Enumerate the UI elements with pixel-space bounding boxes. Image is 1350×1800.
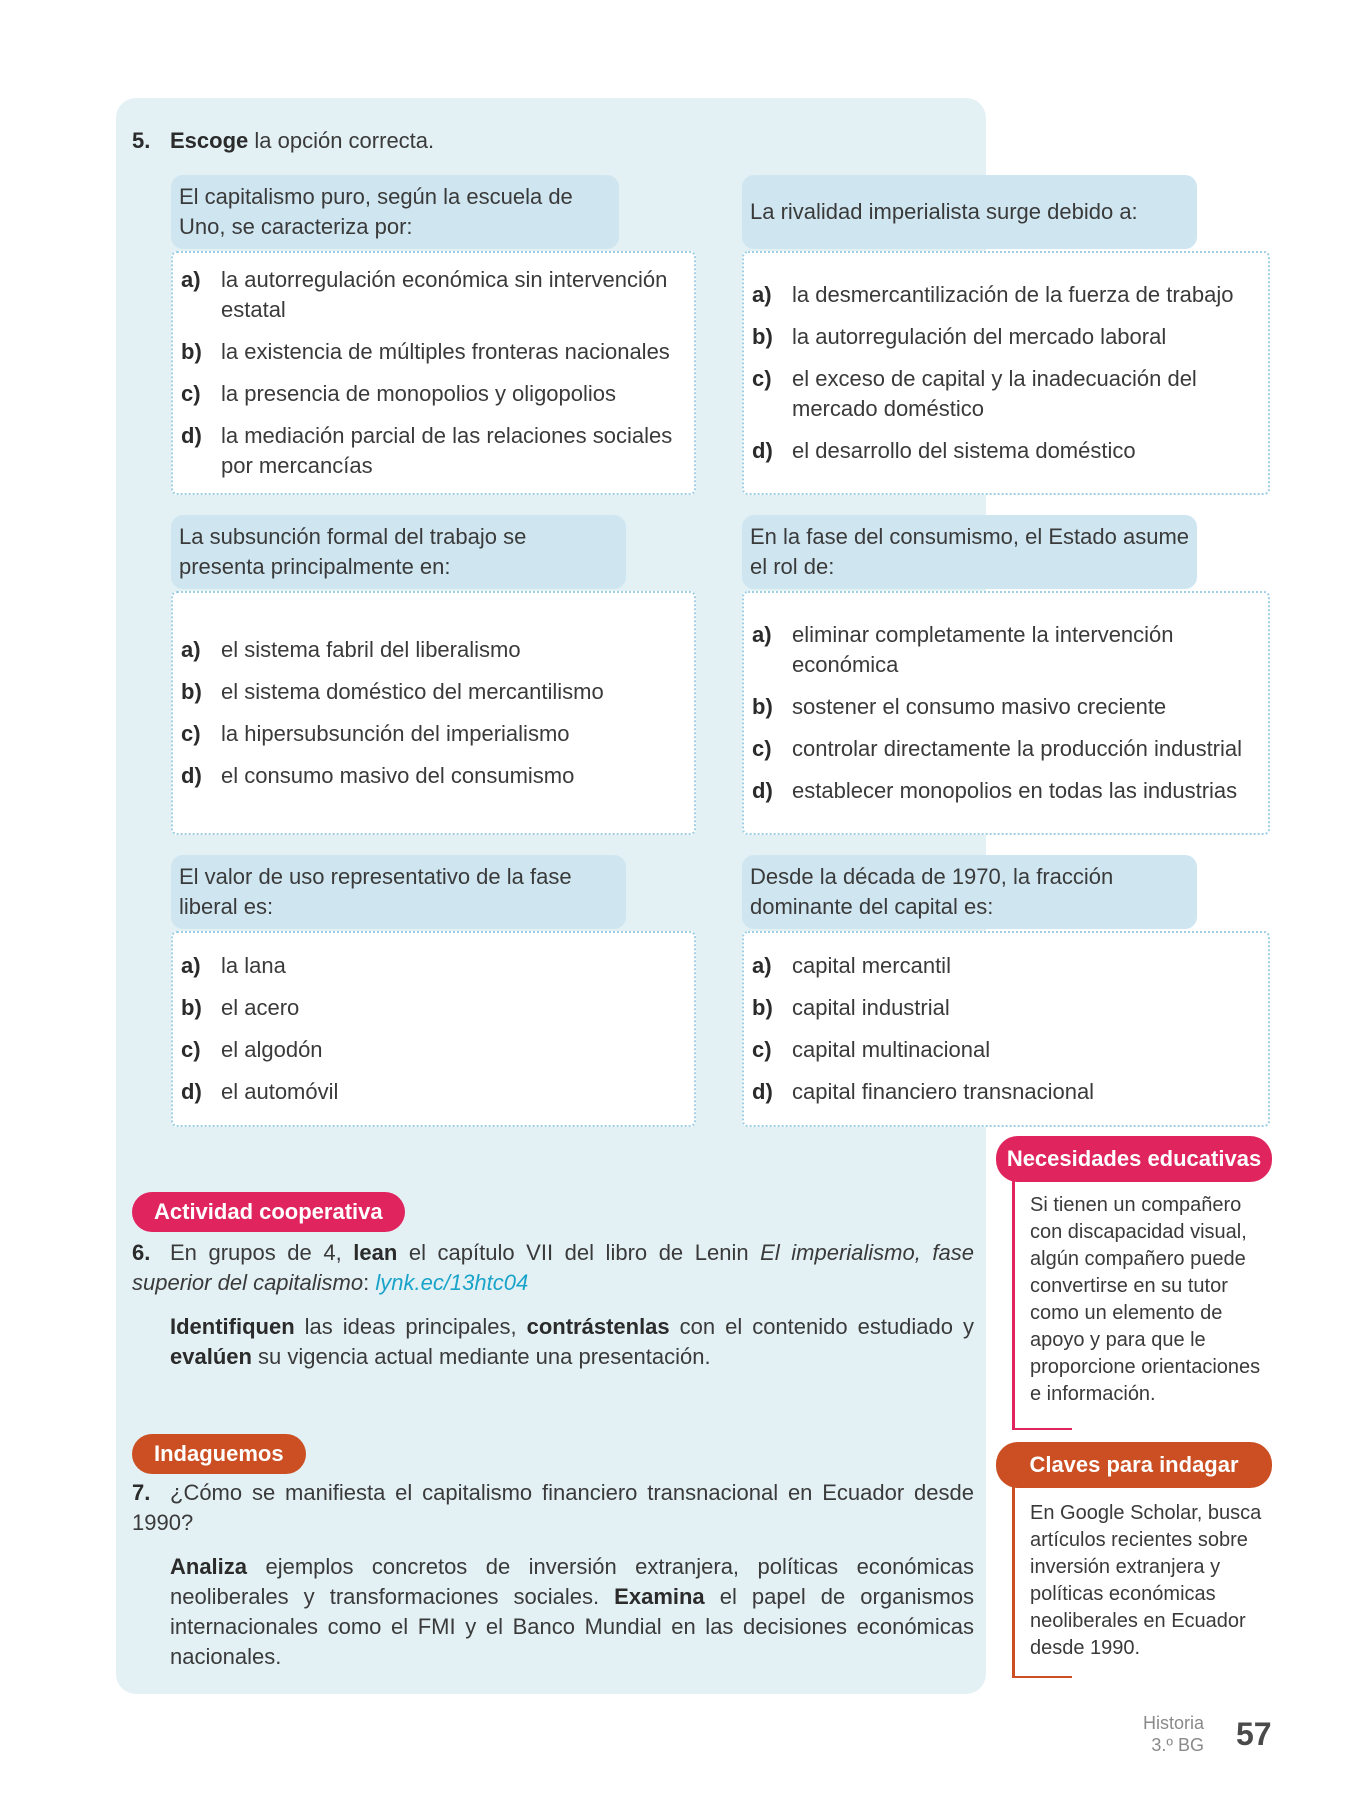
research-tips-rule-foot [1012, 1676, 1072, 1678]
option-a[interactable]: a) eliminar completamente la intervención económica [752, 622, 1174, 677]
question-6-paragraph-2: Identifiquen las ideas principales, contrástenlas con el contenido estudiado y evalúen su vigencia actual mediante una presentación. [170, 1314, 974, 1369]
item-4-stem: En la fase del consumismo, el Estado asume el rol de: [742, 515, 1197, 589]
research-tips-text: En Google Scholar, busca artículos recientes sobre inversión extranjera y políticas económicas neoliberales en Ecuador desde 1990. [1030, 1502, 1262, 1659]
option-b[interactable]: b) capital industrial [752, 995, 950, 1020]
item-5-stem: El valor de uso representativo de la fase liberal es: [171, 855, 626, 929]
option-c[interactable]: c) el exceso de capital y la inadecuación del mercado doméstico [752, 366, 1197, 421]
page-number: 57 [1236, 1716, 1272, 1752]
question-text: la opción correcta. [248, 128, 435, 153]
cooperative-activity-badge: Actividad cooperativa [132, 1192, 405, 1232]
option-b[interactable]: b) la autorregulación del mercado laboral [752, 324, 1167, 349]
special-needs-text: Si tienen un compañero con discapacidad visual, algún compañero puede convertirse en su tutor como un elemento de apoyo y para que le proporcione orientaciones e información. [1030, 1194, 1261, 1405]
option-c[interactable]: c) la hipersubsunción del imperialismo [181, 721, 570, 746]
item-1-options [171, 251, 696, 495]
option-b[interactable]: b) el acero [181, 995, 300, 1020]
option-d[interactable]: d) el consumo masivo del consumismo [181, 763, 575, 788]
option-a[interactable]: a) la lana [181, 953, 286, 978]
question-7-paragraph-1: 7. ¿Cómo se manifiesta el capitalismo financiero transnacional en Ecuador desde 1990? [132, 1480, 974, 1535]
footer-grade: 3.º BG [1151, 1735, 1204, 1755]
option-a[interactable]: a) la desmercantilización de la fuerza de trabajo [752, 282, 1234, 307]
item-2-stem: La rivalidad imperialista surge debido a: [742, 175, 1197, 249]
question-number: 5. [132, 128, 151, 153]
option-b[interactable]: b) sostener el consumo masivo creciente [752, 694, 1167, 719]
option-a[interactable]: a) el sistema fabril del liberalismo [181, 637, 521, 662]
option-c[interactable]: c) el algodón [181, 1037, 323, 1062]
option-a[interactable]: a) la autorregulación económica sin intervención estatal [181, 267, 668, 322]
option-c[interactable]: c) capital multinacional [752, 1037, 991, 1062]
option-d[interactable]: d) capital financiero transnacional [752, 1079, 1095, 1104]
option-d[interactable]: d) establecer monopolios en todas las industrias [752, 778, 1238, 803]
question-7-paragraph-2: Analiza ejemplos concretos de inversión extranjera, políticas económicas neoliberales y transformaciones sociales. Examina el papel de organismos internacionales como el FMI y el Banco Mundial en las decisiones económicas nacionales. [170, 1554, 975, 1669]
option-b[interactable]: b) el sistema doméstico del mercantilismo [181, 679, 604, 704]
research-tips-title: Claves para indagar [996, 1442, 1272, 1488]
footer-subject: Historia [1142, 1713, 1204, 1733]
item-6-options [742, 931, 1270, 1127]
option-d[interactable]: d) el automóvil [181, 1079, 339, 1104]
item-1-stem: El capitalismo puro, según la escuela de Uno, se caracteriza por: [171, 175, 619, 249]
item-6-stem: Desde la década de 1970, la fracción dominante del capital es: [742, 855, 1197, 929]
question-verb: Escoge [170, 128, 249, 153]
item-3-options [171, 591, 696, 835]
option-a[interactable]: a) capital mercantil [752, 953, 951, 978]
question-6-paragraph-1: 6. En grupos de 4, lean el capítulo VII del libro de Lenin El imperialismo, fase superior del capitalismo: lynk.ec/13htc04 [132, 1240, 974, 1295]
special-needs-title: Necesidades educativas [996, 1136, 1272, 1182]
item-4-options [742, 591, 1270, 835]
indaguemos-badge: Indaguemos [132, 1434, 306, 1474]
option-c[interactable]: c) controlar directamente la producción industrial [752, 736, 1243, 761]
option-c[interactable]: c) la presencia de monopolios y oligopolios [181, 381, 617, 406]
question-5-heading [132, 128, 434, 154]
lenin-book-link[interactable]: lynk.ec/13htc04 [375, 1270, 529, 1295]
option-d[interactable]: d) la mediación parcial de las relaciones sociales por mercancías [181, 423, 673, 478]
option-d[interactable]: d) el desarrollo del sistema doméstico [752, 438, 1136, 463]
special-needs-rule-foot [1012, 1428, 1072, 1430]
item-3-stem: La subsunción formal del trabajo se presenta principalmente en: [171, 515, 626, 589]
item-5-options [171, 931, 696, 1127]
item-2-options [742, 251, 1270, 495]
option-b[interactable]: b) la existencia de múltiples fronteras nacionales [181, 339, 670, 364]
